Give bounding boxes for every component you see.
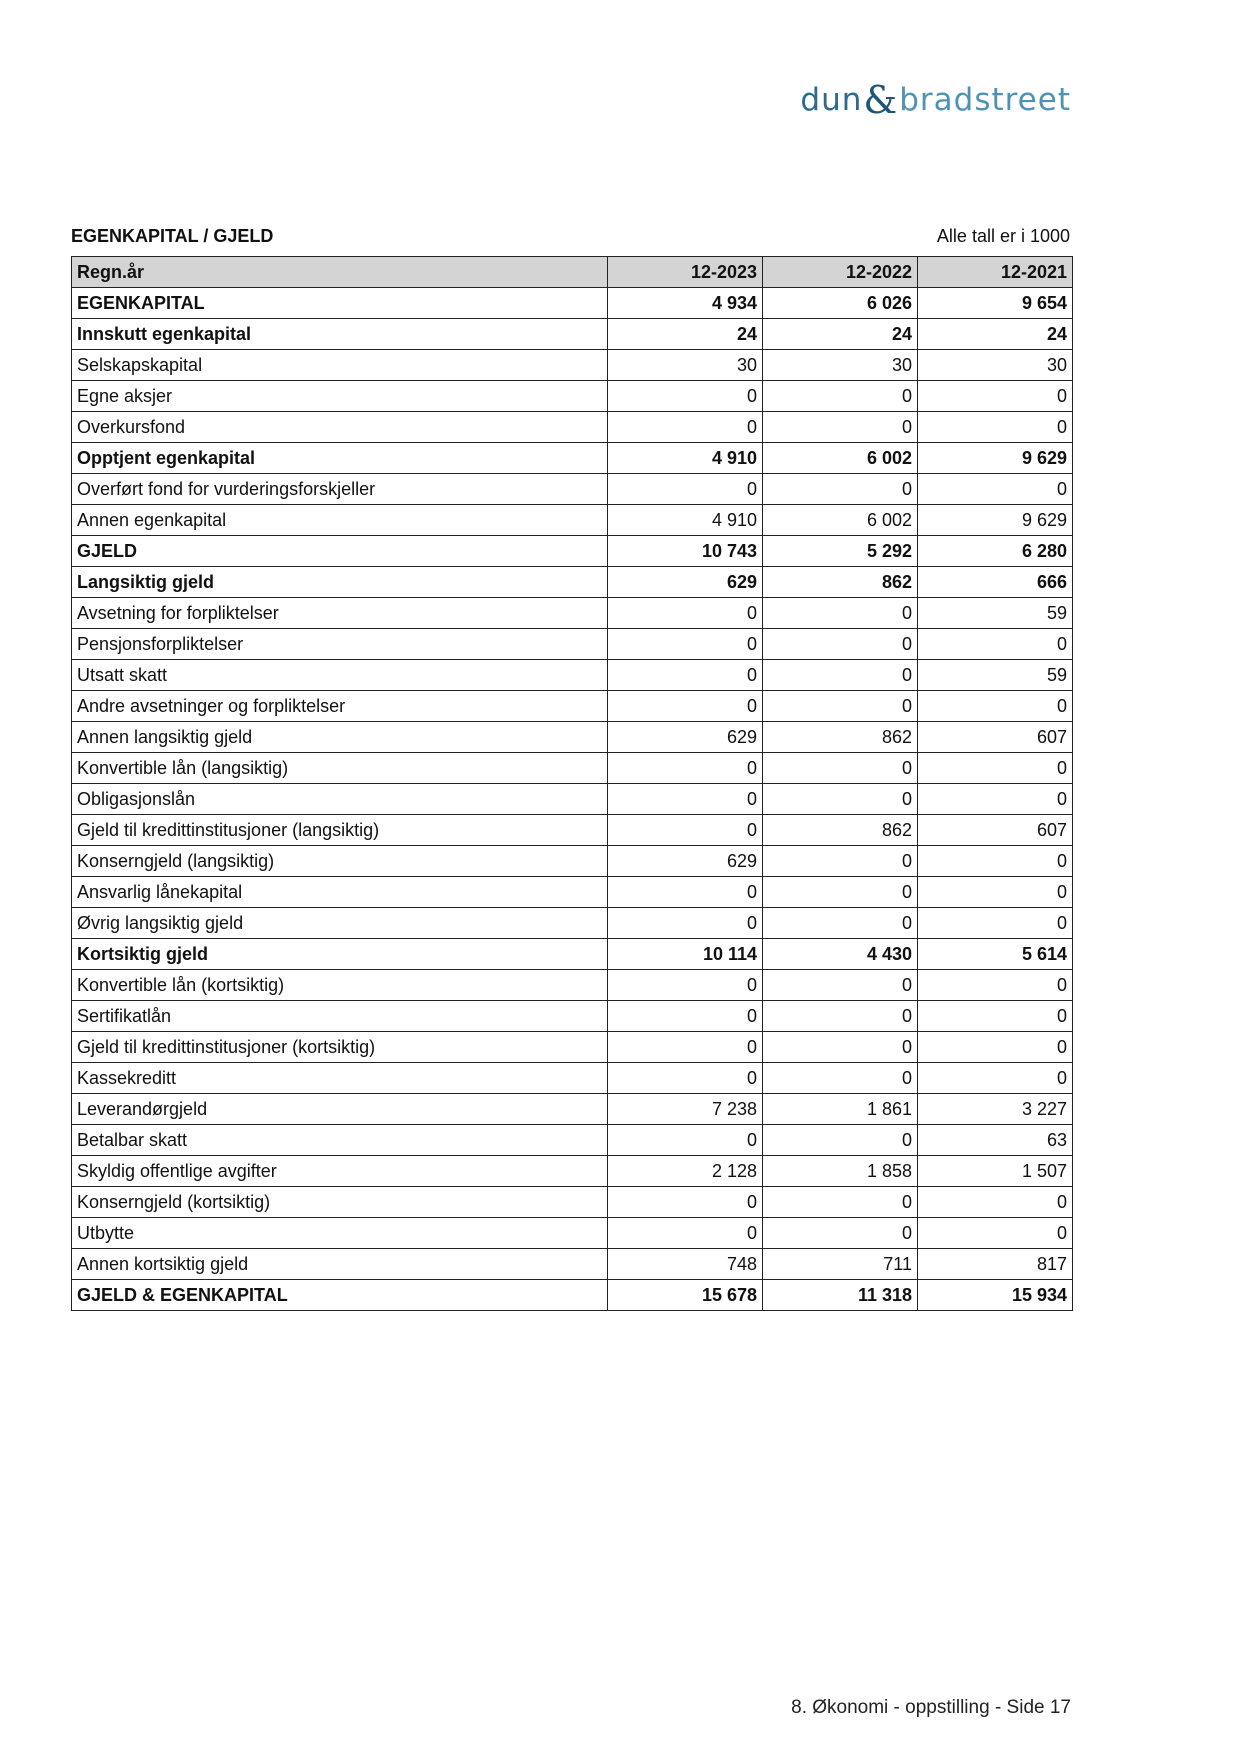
row-label: GJELD & EGENKAPITAL [72,1280,608,1311]
table-row [72,319,1073,350]
row-value: 1 858 [763,1156,918,1187]
table-row [72,877,1073,908]
row-value: 0 [918,1063,1073,1094]
row-value: 6 002 [763,443,918,474]
row-value: 0 [608,970,763,1001]
row-label: Ansvarlig lånekapital [72,877,608,908]
table-row [72,629,1073,660]
row-value: 1 861 [763,1094,918,1125]
row-label: Egne aksjer [72,381,608,412]
table-row [72,1094,1073,1125]
row-value: 9 629 [918,505,1073,536]
row-value: 0 [763,877,918,908]
row-value: 0 [608,1218,763,1249]
row-value: 0 [763,1001,918,1032]
table-row [72,970,1073,1001]
table-row [72,784,1073,815]
balance-sheet-table [71,256,1073,1311]
logo-text-dun: dun [800,82,863,118]
table-row [72,939,1073,970]
row-label: Leverandørgjeld [72,1094,608,1125]
row-value: 0 [608,1125,763,1156]
row-value: 15 934 [918,1280,1073,1311]
header-cell-year: 12-2023 [608,257,763,288]
row-label: Obligasjonslån [72,784,608,815]
row-label: Andre avsetninger og forpliktelser [72,691,608,722]
row-value: 0 [918,1218,1073,1249]
row-value: 4 910 [608,505,763,536]
row-value: 0 [918,753,1073,784]
table-header-row [72,257,1073,288]
row-value: 9 654 [918,288,1073,319]
row-value: 24 [918,319,1073,350]
row-value: 817 [918,1249,1073,1280]
row-label: Øvrig langsiktig gjeld [72,908,608,939]
row-value: 0 [763,1063,918,1094]
table-row [72,815,1073,846]
table-row [72,1249,1073,1280]
row-value: 0 [608,691,763,722]
page-footer: 8. Økonomi - oppstilling - Side 17 [791,1697,1071,1718]
header-cell-year: 12-2021 [918,257,1073,288]
row-value: 0 [608,1063,763,1094]
row-value: 0 [608,1032,763,1063]
table-row [72,443,1073,474]
row-value: 0 [763,1218,918,1249]
row-value: 0 [918,381,1073,412]
table-row [72,1125,1073,1156]
row-value: 0 [763,753,918,784]
row-value: 4 910 [608,443,763,474]
row-label: Annen egenkapital [72,505,608,536]
row-label: Innskutt egenkapital [72,319,608,350]
row-label: Konserngjeld (langsiktig) [72,846,608,877]
row-value: 0 [763,1125,918,1156]
row-value: 607 [918,815,1073,846]
row-value: 0 [918,784,1073,815]
row-label: Utsatt skatt [72,660,608,691]
row-value: 0 [608,412,763,443]
logo-text-bradstreet: bradstreet [899,82,1071,118]
row-value: 6 280 [918,536,1073,567]
row-value: 0 [608,784,763,815]
row-value: 24 [608,319,763,350]
row-value: 10 743 [608,536,763,567]
row-value: 629 [608,722,763,753]
row-value: 0 [918,846,1073,877]
row-value: 0 [763,691,918,722]
row-label: Overkursfond [72,412,608,443]
table-row [72,1032,1073,1063]
row-value: 0 [608,660,763,691]
table-row [72,753,1073,784]
row-value: 0 [608,753,763,784]
row-value: 30 [763,350,918,381]
row-value: 1 507 [918,1156,1073,1187]
row-value: 6 002 [763,505,918,536]
row-value: 0 [918,970,1073,1001]
table-row [72,1218,1073,1249]
row-label: Annen kortsiktig gjeld [72,1249,608,1280]
table-row [72,691,1073,722]
row-label: Betalbar skatt [72,1125,608,1156]
row-label: Gjeld til kredittinstitusjoner (kortsiktig) [72,1032,608,1063]
row-value: 0 [763,1187,918,1218]
logo-ampersand: & [863,78,899,122]
row-value: 0 [918,691,1073,722]
unit-note: Alle tall er i 1000 [936,226,1070,246]
row-value: 0 [763,412,918,443]
row-value: 0 [763,970,918,1001]
row-value: 0 [918,877,1073,908]
row-label: Pensjonsforpliktelser [72,629,608,660]
row-value: 2 128 [608,1156,763,1187]
table-row [72,1280,1073,1311]
row-label: Langsiktig gjeld [72,567,608,598]
row-value: 0 [763,660,918,691]
row-value: 862 [763,567,918,598]
row-value: 15 678 [608,1280,763,1311]
row-label: Kassekreditt [72,1063,608,1094]
row-value: 0 [918,1001,1073,1032]
row-label: Overført fond for vurderingsforskjeller [72,474,608,505]
row-value: 0 [608,1001,763,1032]
row-label: Selskapskapital [72,350,608,381]
row-value: 59 [918,598,1073,629]
row-value: 0 [763,629,918,660]
table-row [72,598,1073,629]
row-value: 4 934 [608,288,763,319]
row-value: 0 [918,474,1073,505]
table-row [72,1063,1073,1094]
row-label: Skyldig offentlige avgifter [72,1156,608,1187]
row-value: 9 629 [918,443,1073,474]
row-value: 3 227 [918,1094,1073,1125]
row-value: 6 026 [763,288,918,319]
table-row [72,412,1073,443]
row-value: 0 [763,908,918,939]
row-value: 4 430 [763,939,918,970]
row-value: 30 [608,350,763,381]
row-value: 0 [918,908,1073,939]
row-value: 63 [918,1125,1073,1156]
table-row [72,1001,1073,1032]
row-value: 5 292 [763,536,918,567]
row-value: 0 [763,1032,918,1063]
table-row [72,474,1073,505]
table-row [72,288,1073,319]
row-value: 0 [918,412,1073,443]
table-row [72,660,1073,691]
row-value: 862 [763,722,918,753]
row-value: 0 [608,877,763,908]
row-value: 0 [608,908,763,939]
row-value: 862 [763,815,918,846]
row-value: 666 [918,567,1073,598]
row-label: Kortsiktig gjeld [72,939,608,970]
table-row [72,567,1073,598]
table-row [72,1156,1073,1187]
dun-bradstreet-logo [800,76,1071,124]
table-row [72,505,1073,536]
table-row [72,722,1073,753]
row-value: 0 [918,629,1073,660]
row-value: 0 [763,381,918,412]
row-value: 10 114 [608,939,763,970]
row-value: 0 [608,474,763,505]
row-value: 0 [918,1187,1073,1218]
table-row [72,1187,1073,1218]
row-label: Utbytte [72,1218,608,1249]
table-row [72,908,1073,939]
row-label: Avsetning for forpliktelser [72,598,608,629]
section-header [71,225,1070,247]
row-value: 0 [608,598,763,629]
table-row [72,536,1073,567]
row-value: 59 [918,660,1073,691]
row-value: 11 318 [763,1280,918,1311]
row-value: 0 [608,629,763,660]
row-value: 0 [608,815,763,846]
row-value: 0 [763,474,918,505]
row-label: Konvertible lån (kortsiktig) [72,970,608,1001]
row-value: 0 [608,1187,763,1218]
header-cell-year: 12-2022 [763,257,918,288]
section-title: EGENKAPITAL / GJELD [71,226,274,246]
row-label: Opptjent egenkapital [72,443,608,474]
row-label: Sertifikatlån [72,1001,608,1032]
table-row [72,350,1073,381]
row-label: Konserngjeld (kortsiktig) [72,1187,608,1218]
row-value: 24 [763,319,918,350]
row-value: 0 [763,598,918,629]
row-value: 711 [763,1249,918,1280]
row-value: 629 [608,846,763,877]
row-value: 5 614 [918,939,1073,970]
row-value: 748 [608,1249,763,1280]
row-label: Gjeld til kredittinstitusjoner (langsiktig) [72,815,608,846]
row-value: 0 [918,1032,1073,1063]
table-body [72,288,1073,1311]
row-value: 0 [763,784,918,815]
table-row [72,381,1073,412]
row-value: 629 [608,567,763,598]
table-row [72,846,1073,877]
row-value: 0 [608,381,763,412]
row-label: EGENKAPITAL [72,288,608,319]
row-value: 30 [918,350,1073,381]
header-cell-label: Regn.år [72,257,608,288]
row-value: 607 [918,722,1073,753]
row-value: 7 238 [608,1094,763,1125]
row-value: 0 [763,846,918,877]
row-label: Annen langsiktig gjeld [72,722,608,753]
row-label: Konvertible lån (langsiktig) [72,753,608,784]
row-label: GJELD [72,536,608,567]
